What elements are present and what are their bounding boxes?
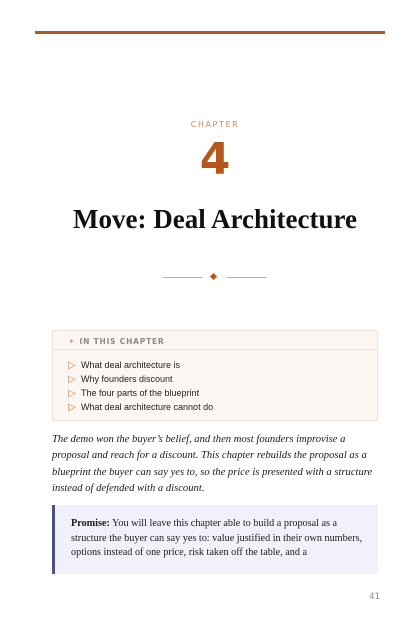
- list-item-label: What deal architecture cannot do: [81, 402, 214, 412]
- chapter-label: CHAPTER: [190, 120, 240, 129]
- page-number: 41: [369, 592, 380, 602]
- triangle-right-icon: ▷: [68, 402, 76, 413]
- promise-callout: [52, 505, 378, 574]
- ornament-line-right: [227, 277, 267, 278]
- in-this-chapter-box: [52, 330, 378, 421]
- triangle-right-icon: ▷: [68, 360, 76, 371]
- top-rule: [35, 31, 385, 34]
- promise-text: [71, 517, 371, 561]
- list-item-label: The four parts of the blueprint: [81, 388, 200, 398]
- chapter-number: 4: [199, 134, 231, 185]
- promise-label: Promise:: [71, 518, 110, 529]
- list-item-label: What deal architecture is: [81, 360, 181, 370]
- in-this-chapter-header: [68, 336, 165, 348]
- list-item: [68, 400, 213, 414]
- list-item: [68, 386, 213, 400]
- list-item: [68, 372, 213, 386]
- chapter-title: Move: Deal Architecture: [73, 204, 357, 234]
- chapter-intro: The demo won the buyer’s belief, and then most founders improvise a proposal and reach for a discount. This chapter rebuilds the proposal as a blueprint the buyer can say yes to, so the price is presented with a structure instead of defended with a discount.: [52, 434, 373, 494]
- title-ornament: [163, 271, 267, 283]
- star-icon: ✦: [68, 337, 76, 346]
- promise-body: You will leave this chapter able to build a proposal as a structure the buyer can say yes to: value justified in their own numbers, options instead of one price, risk taken off the table, and a: [71, 518, 363, 558]
- list-item-label: Why founders discount: [81, 374, 173, 384]
- triangle-right-icon: ▷: [68, 388, 76, 399]
- in-this-chapter-title: IN THIS CHAPTER: [79, 337, 165, 346]
- in-this-chapter-list: [68, 358, 213, 414]
- list-item: [68, 358, 213, 372]
- ornament-line-left: [163, 277, 203, 278]
- triangle-right-icon: ▷: [68, 374, 76, 385]
- in-this-chapter-divider: [53, 349, 377, 350]
- diamond-icon: [210, 273, 217, 280]
